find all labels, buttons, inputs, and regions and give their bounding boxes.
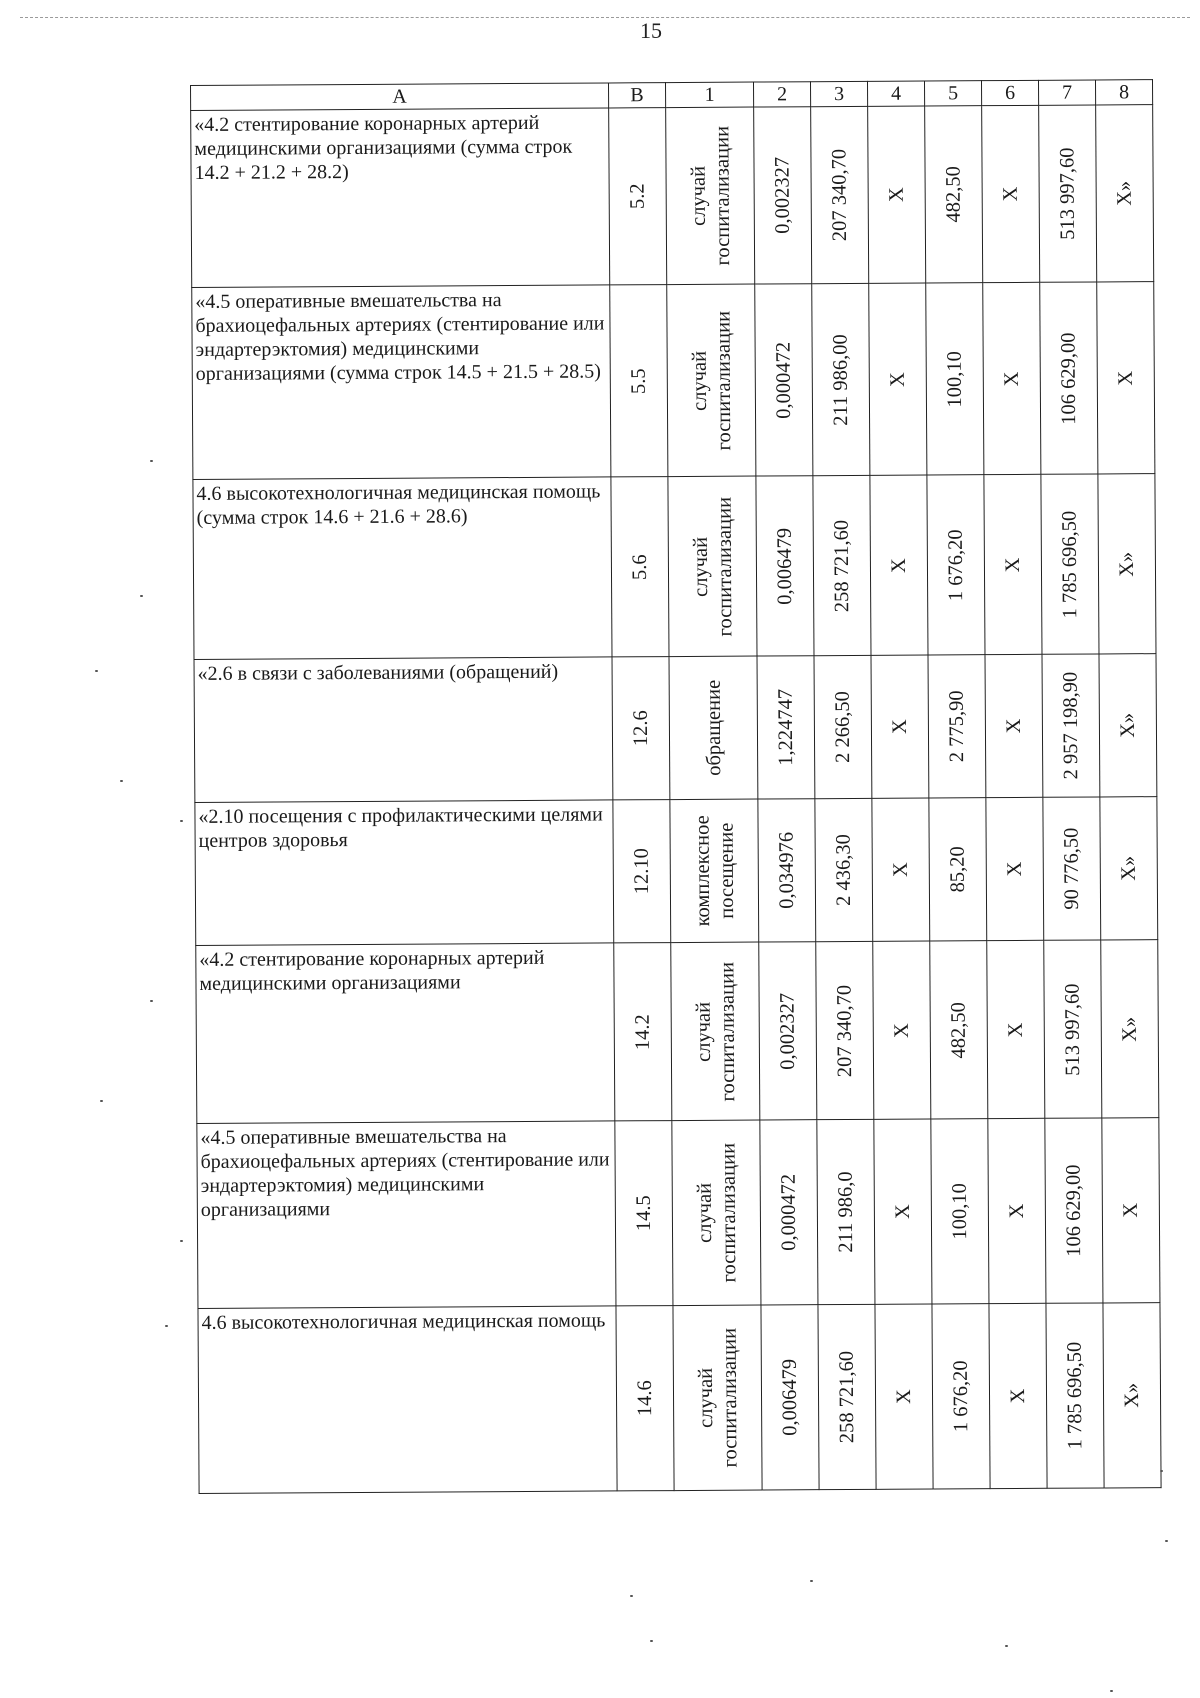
col7-value-cell — [1043, 797, 1101, 940]
norm-volume: 1,224747 — [774, 688, 798, 766]
norm-cost: 258 721,60 — [835, 1350, 859, 1444]
col4-value-cell — [873, 941, 931, 1119]
col5-value-cell — [930, 941, 988, 1119]
norm-volume-cell — [760, 1120, 818, 1305]
top-scan-rule — [20, 17, 1190, 18]
col5-value: 1 676,20 — [944, 528, 968, 601]
col4-value: Х — [888, 719, 911, 735]
norm-cost-cell — [812, 283, 870, 475]
col7-value: 106 629,00 — [1057, 331, 1081, 425]
table-row — [196, 940, 1159, 1124]
norm-cost-cell — [817, 1119, 875, 1304]
col8-value: Х» — [1118, 1016, 1141, 1042]
header-cell: 2 — [753, 82, 810, 107]
header-cell: 5 — [924, 81, 981, 106]
col8-value-cell — [1097, 282, 1155, 474]
unit-cell — [670, 799, 759, 943]
unit-cell — [666, 107, 755, 285]
row-code: 5.5 — [627, 367, 650, 394]
col8-value: Х — [1119, 1202, 1142, 1218]
col7-value-cell — [1042, 654, 1100, 797]
header-cell: В — [608, 83, 665, 108]
row-code-cell — [609, 108, 667, 285]
norm-cost: 2 436,30 — [832, 834, 856, 906]
col8-value-cell — [1103, 1303, 1161, 1488]
unit: случай госпитализации — [687, 125, 734, 266]
scan-speck — [180, 820, 183, 822]
col5-value: 100,10 — [948, 1183, 972, 1240]
header-cell: 6 — [981, 80, 1038, 105]
scan-speck — [150, 460, 153, 462]
norm-cost: 207 340,70 — [828, 148, 851, 242]
row-code-cell — [613, 800, 671, 943]
col7-value-cell — [1044, 940, 1102, 1118]
header-cell: 1 — [665, 82, 753, 108]
col5-value-cell — [929, 798, 987, 941]
scan-speck — [95, 670, 98, 672]
norm-cost-cell — [815, 798, 873, 941]
unit-cell — [669, 656, 758, 800]
row-code-cell — [616, 1306, 674, 1491]
norm-cost-cell — [813, 475, 871, 655]
col6-value-cell — [982, 105, 1040, 282]
row-description: «4.5 оперативные вмешательства на брахиоцефальных артериях (стентирование или эндартерэктомия) медицинскими организациями (сумма строк 14.5 + 21.5 + 28.5) — [192, 285, 611, 480]
col5-value-cell — [927, 475, 985, 655]
unit: случай госпитализации — [692, 961, 739, 1102]
col4-value-cell — [868, 106, 926, 283]
col4-value-cell — [872, 798, 930, 941]
col8-value-cell — [1102, 1118, 1160, 1303]
norm-cost-cell — [814, 655, 872, 798]
col7-value: 90 776,50 — [1060, 827, 1084, 910]
col8-value-cell — [1100, 797, 1158, 940]
table-row — [194, 654, 1157, 803]
col4-value: Х — [885, 187, 908, 203]
norm-cost: 211 986,00 — [829, 333, 853, 426]
scan-speck — [180, 1240, 183, 1242]
col7-value-cell — [1045, 1118, 1103, 1303]
norm-volume: 0,000472 — [777, 1173, 801, 1251]
scan-speck — [120, 780, 123, 782]
col5-value: 2 775,90 — [945, 690, 969, 763]
norm-cost-cell — [816, 941, 874, 1119]
norm-cost: 2 266,50 — [831, 691, 855, 763]
col4-value: Х — [887, 557, 910, 573]
norm-volume-cell — [759, 942, 817, 1120]
col8-value: Х» — [1115, 551, 1139, 577]
norm-volume-cell — [755, 284, 813, 476]
norm-volume-cell — [754, 107, 812, 284]
row-code-cell — [612, 657, 670, 800]
scan-speck — [140, 595, 143, 597]
col7-value-cell — [1040, 282, 1098, 474]
row-code-cell — [615, 1121, 673, 1306]
col7-value: 513 997,60 — [1061, 982, 1085, 1076]
col4-value-cell — [870, 475, 928, 655]
col8-value-cell — [1098, 474, 1156, 654]
row-code-cell — [614, 943, 672, 1121]
col6-value: Х — [1000, 371, 1023, 386]
table-row — [197, 1118, 1160, 1309]
col5-value-cell — [931, 1119, 989, 1304]
col5-value-cell — [925, 106, 983, 283]
col7-value-cell — [1039, 105, 1097, 282]
col8-value: Х» — [1120, 1382, 1144, 1408]
norm-volume: 0,000472 — [772, 341, 796, 419]
norm-volume-cell — [756, 476, 814, 656]
scan-speck — [1160, 1470, 1163, 1472]
header-cell: А — [191, 83, 609, 111]
unit: случай госпитализации — [694, 1327, 741, 1468]
norm-volume: 0,006479 — [773, 527, 797, 605]
table-row — [195, 797, 1158, 946]
row-code: 5.6 — [628, 553, 652, 580]
col8-value: Х» — [1116, 712, 1140, 738]
col4-value: Х — [890, 1022, 913, 1038]
unit-cell — [673, 1305, 762, 1491]
col4-value: Х — [886, 371, 909, 387]
col5-value-cell — [932, 1304, 990, 1489]
col6-value: Х — [1005, 1203, 1028, 1219]
col4-value-cell — [875, 1304, 933, 1489]
norm-cost: 211 986,0 — [834, 1171, 858, 1253]
data-table — [190, 79, 1162, 1494]
col5-value: 482,50 — [942, 166, 965, 223]
row-description: «2.6 в связи с заболеваниями (обращений) — [194, 657, 613, 803]
col7-value: 1 785 696,50 — [1063, 1341, 1087, 1450]
col4-value-cell — [871, 655, 929, 798]
unit: комплексное посещение — [690, 815, 738, 927]
col6-value: Х — [1003, 861, 1026, 877]
col5-value: 100,10 — [943, 350, 966, 408]
col4-value-cell — [869, 283, 927, 475]
row-code: 14.5 — [632, 1195, 656, 1232]
col6-value-cell — [985, 654, 1043, 797]
header-cell: 7 — [1038, 80, 1095, 105]
col6-value-cell — [987, 940, 1045, 1118]
unit: случай госпитализации — [688, 310, 735, 451]
row-description: 4.6 высокотехнологичная медицинская помощь — [198, 1306, 617, 1494]
col6-value-cell — [989, 1303, 1047, 1488]
norm-cost: 207 340,70 — [833, 984, 857, 1077]
row-code-cell — [611, 477, 669, 657]
col6-value: Х — [1002, 718, 1025, 734]
row-code: 12.10 — [630, 848, 653, 895]
row-code: 5.2 — [626, 183, 649, 210]
table-row — [193, 474, 1156, 660]
row-code: 14.2 — [631, 1013, 654, 1050]
scan-speck — [1005, 1645, 1008, 1647]
unit-cell — [668, 476, 757, 657]
col8-value-cell — [1096, 105, 1154, 282]
norm-volume: 0,034976 — [775, 831, 799, 909]
unit-cell — [672, 1120, 761, 1306]
norm-cost-cell — [811, 106, 869, 283]
norm-volume-cell — [757, 656, 815, 799]
col5-value: 1 676,20 — [949, 1360, 973, 1433]
col7-value: 2 957 198,90 — [1059, 671, 1083, 780]
unit: обращение — [702, 679, 725, 776]
row-description: «4.2 стентирование коронарных артерий медицинскими организациями (сумма строк 14.2 + 21.2 + 28.2) — [191, 108, 610, 288]
col7-value: 1 785 696,50 — [1058, 510, 1082, 619]
row-code: 14.6 — [633, 1380, 657, 1417]
col8-value: Х» — [1113, 180, 1136, 206]
table-row — [192, 282, 1155, 480]
col4-value: Х — [889, 862, 912, 878]
col4-value: Х — [892, 1389, 916, 1405]
col6-value: Х — [999, 186, 1022, 202]
table-row — [198, 1303, 1161, 1494]
col8-value-cell — [1099, 654, 1157, 797]
scan-speck — [1110, 1690, 1113, 1692]
col6-value: Х — [1004, 1021, 1027, 1037]
col8-value: Х» — [1117, 855, 1140, 881]
scan-speck — [650, 1640, 653, 1642]
col6-value-cell — [986, 797, 1044, 940]
col5-value-cell — [926, 283, 984, 475]
unit-cell — [667, 284, 756, 477]
col8-value-cell — [1101, 940, 1159, 1118]
norm-cost-cell — [818, 1304, 876, 1489]
col7-value: 513 997,60 — [1056, 147, 1079, 240]
col7-value-cell — [1046, 1303, 1104, 1488]
norm-volume: 0,002327 — [771, 156, 794, 234]
col4-value: Х — [891, 1204, 914, 1220]
col6-value-cell — [988, 1118, 1046, 1303]
row-code-cell — [610, 285, 668, 477]
col7-value-cell — [1041, 474, 1099, 654]
col5-value-cell — [928, 655, 986, 798]
header-cell: 3 — [810, 81, 867, 106]
scan-speck — [150, 1000, 153, 1002]
row-code: 12.6 — [629, 710, 653, 747]
norm-volume: 0,006479 — [778, 1358, 802, 1436]
col6-value: Х — [1001, 557, 1024, 572]
scan-speck — [1165, 1540, 1168, 1542]
row-description: 4.6 высокотехнологичная медицинская помощь (сумма строк 14.6 + 21.6 + 28.6) — [193, 477, 612, 660]
row-description: «2.10 посещения с профилактическими целями центров здоровья — [195, 800, 614, 946]
scan-speck — [100, 1100, 103, 1102]
scan-speck — [810, 1580, 813, 1582]
col6-value-cell — [983, 282, 1041, 474]
col4-value-cell — [874, 1119, 932, 1304]
row-description: «4.5 оперативные вмешательства на брахиоцефальных артериях (стентирование или эндартерэктомия) медицинскими организациями — [197, 1121, 616, 1309]
header-cell: 4 — [867, 81, 924, 106]
unit: случай госпитализации — [693, 1142, 740, 1283]
row-description: «4.2 стентирование коронарных артерий медицинскими организациями — [196, 943, 615, 1124]
header-cell: 8 — [1095, 80, 1152, 105]
norm-cost: 258 721,60 — [830, 519, 854, 612]
norm-volume-cell — [758, 799, 816, 942]
col8-value: Х — [1114, 370, 1137, 386]
norm-volume: 0,002327 — [776, 992, 800, 1070]
scan-speck — [165, 1325, 168, 1327]
unit: случай госпитализации — [689, 496, 736, 637]
col5-value: 85,20 — [946, 846, 969, 893]
col6-value: Х — [1006, 1388, 1030, 1404]
norm-volume-cell — [761, 1305, 819, 1490]
col5-value: 482,50 — [947, 1001, 970, 1059]
page-number: 15 — [640, 18, 662, 43]
col6-value-cell — [984, 474, 1042, 654]
col7-value: 106 629,00 — [1062, 1164, 1086, 1257]
table-row — [191, 105, 1154, 288]
unit-cell — [671, 942, 760, 1121]
scan-speck — [630, 1595, 633, 1597]
